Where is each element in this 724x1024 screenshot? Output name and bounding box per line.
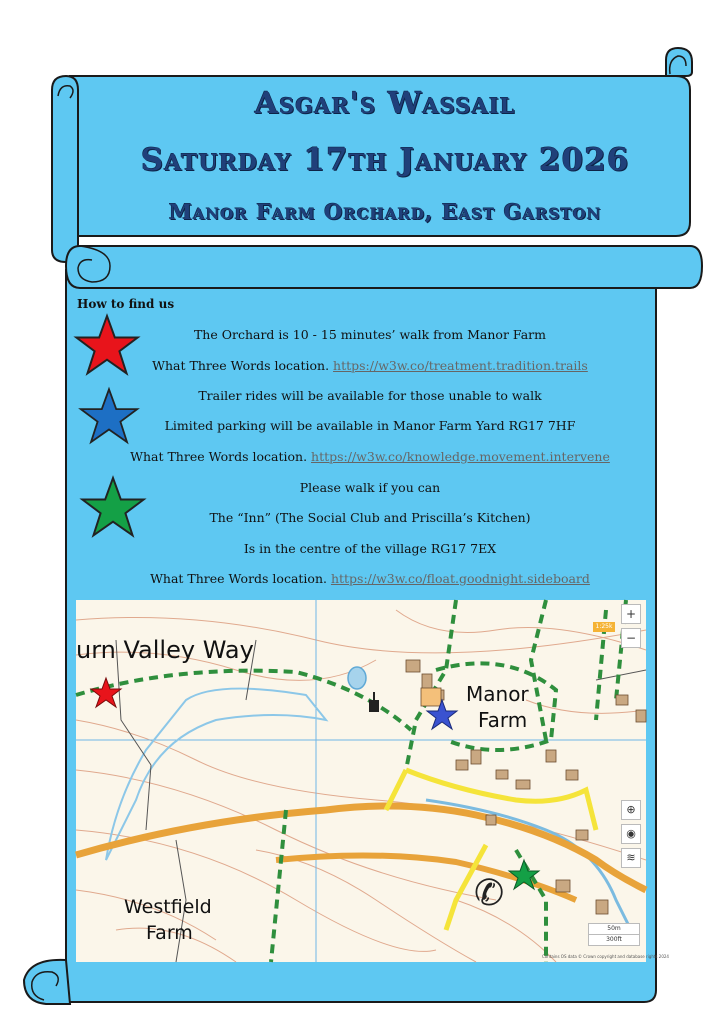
w3w-link-inn[interactable]: https://w3w.co/float.goodnight.sideboard: [330, 571, 590, 586]
directions-line-trailer: Trailer rides will be available for those unable to walk: [198, 388, 542, 403]
directions-line-parking: Limited parking will be available in Manor Farm Yard RG17 7HF: [164, 418, 576, 433]
zoom-in-button[interactable]: +: [621, 604, 641, 624]
scale-badge: 1:25k: [593, 622, 615, 632]
map-label-manor: Manor: [466, 682, 529, 706]
w3w-label: What Three Words location.: [152, 358, 334, 373]
directions-line-walk: Please walk if you can: [299, 480, 441, 495]
w3w-label: What Three Words location.: [150, 571, 331, 586]
event-title: Asgar's Wassail: [254, 86, 516, 121]
scale-bar-metres: 50m: [588, 923, 640, 935]
map-label-westfield-farm: Farm: [146, 922, 193, 944]
w3w-link-orchard[interactable]: https://w3w.co/treatment.tradition.trails: [333, 358, 588, 373]
zoom-out-button[interactable]: −: [621, 628, 641, 648]
svg-text:✆: ✆: [474, 873, 505, 914]
w3w-label: What Three Words location.: [130, 449, 312, 464]
directions-line-orchard: The Orchard is 10 - 15 minutes’ walk from Manor Farm: [193, 327, 547, 342]
directions-line-village: Is in the centre of the village RG17 7EX: [243, 541, 497, 556]
layers-icon[interactable]: ≋: [621, 848, 641, 868]
os-map[interactable]: [76, 600, 669, 962]
scale-bar-feet: 300ft: [588, 934, 640, 946]
compass-icon[interactable]: ◉: [621, 824, 641, 844]
directions-line-inn: The “Inn” (The Social Club and Priscilla’s Kitchen): [209, 510, 531, 525]
directions-line-w3w-parking: [80, 449, 660, 464]
map-attribution: Contains OS data © Crown copyright and database rights 2024: [542, 954, 669, 959]
directions-line-w3w-orchard: [80, 358, 660, 373]
map-label-westfield: Westfield: [124, 896, 212, 918]
directions-heading: How to find us: [77, 297, 175, 311]
map-label-farm: Farm: [478, 708, 528, 732]
event-venue: Manor Farm Orchard, East Garston: [168, 199, 602, 224]
w3w-link-parking[interactable]: https://w3w.co/knowledge.movement.intervene: [311, 449, 610, 464]
directions-line-w3w-inn: [80, 571, 660, 586]
map-label-valley-way: urn Valley Way: [76, 636, 254, 664]
locate-icon[interactable]: ⊕: [621, 800, 641, 820]
event-date: Saturday 17th January 2026: [140, 142, 630, 178]
